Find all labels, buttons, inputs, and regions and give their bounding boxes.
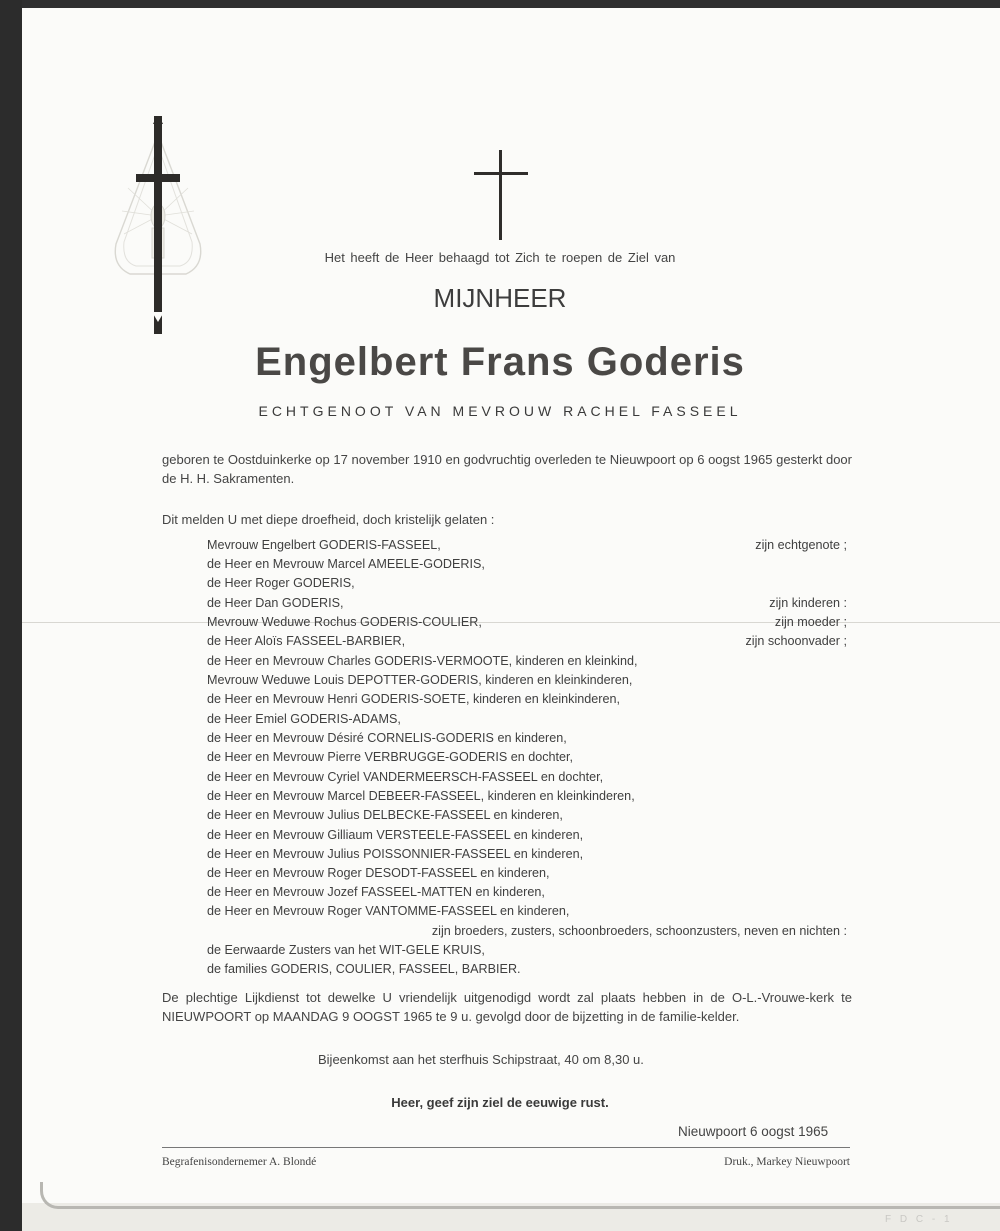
list-item — [0, 654, 1000, 672]
list-item — [0, 904, 1000, 922]
list-item — [0, 770, 1000, 788]
paper-edge — [40, 1182, 1000, 1209]
birth-death-text: geboren te Oostduinkerke op 17 november 1910 en godvruchtig overleden te Nieuwpoort op 6 oogst 1965 gesterkt door de H. H. Sakramenten. — [162, 452, 852, 486]
list-item — [0, 789, 1000, 807]
mourner-name: de Heer en Mevrouw Désiré CORNELIS-GODERIS en kinderen, — [207, 731, 567, 745]
list-item — [0, 943, 1000, 961]
mourner-name: de Heer en Mevrouw Julius POISSONNIER-FASSEEL en kinderen, — [207, 847, 584, 861]
mourner-name: de Heer en Mevrouw Cyriel VANDERMEERSCH-FASSEEL en dochter, — [207, 770, 604, 784]
relatives-summary: zijn broeders, zusters, schoonbroeders, schoonzusters, neven en nichten : — [431, 924, 847, 938]
list-item — [0, 828, 1000, 846]
mourner-name: de Heer en Mevrouw Roger VANTOMME-FASSEEL en kinderen, — [207, 904, 570, 918]
list-item — [0, 885, 1000, 903]
mourner-name: Mevrouw Engelbert GODERIS-FASSEEL, — [207, 538, 441, 552]
archive-stamp: F D C - 1 — [885, 1214, 953, 1225]
mourner-name: de Heer en Mevrouw Jozef FASSEEL-MATTEN en kinderen, — [207, 885, 545, 899]
spouse-line: ECHTGENOOT VAN MEVROUW RACHEL FASSEEL — [258, 403, 742, 419]
list-item — [0, 615, 1000, 633]
closing-prayer: Heer, geef zijn ziel de eeuwige rust. — [391, 1095, 609, 1110]
divider — [162, 1147, 850, 1148]
deceased-name: Engelbert Frans Goderis — [255, 340, 745, 384]
mourner-name: de Heer en Mevrouw Julius DELBECKE-FASSEEL en kinderen, — [207, 808, 563, 822]
mourner-role: zijn kinderen : — [769, 596, 847, 610]
relatives-summary-row — [0, 924, 1000, 942]
gathering-text: Bijeenkomst aan het sterfhuis Schipstraat, 40 om 8,30 u. — [318, 1052, 644, 1067]
list-item — [0, 538, 1000, 556]
mourner-name: de Heer en Mevrouw Gilliaum VERSTEELE-FASSEEL en kinderen, — [207, 828, 584, 842]
mourner-name: de Heer Emiel GODERIS-ADAMS, — [207, 712, 401, 726]
list-item — [0, 673, 1000, 691]
intro-text: Het heeft de Heer behaagd tot Zich te roepen de Ziel van — [324, 250, 676, 265]
mourner-name: Mevrouw Weduwe Louis DEPOTTER-GODERIS, kinderen en kleinkinderen, — [207, 673, 633, 687]
mourner-name: de Heer en Mevrouw Pierre VERBRUGGE-GODERIS en dochter, — [207, 750, 574, 764]
list-item — [0, 962, 1000, 980]
list-item — [0, 750, 1000, 768]
announcement-text: Dit melden U met diepe droefheid, doch kristelijk gelaten : — [162, 512, 495, 527]
mourner-name: de Heer Roger GODERIS, — [207, 576, 355, 590]
mourner-name: de Heer en Mevrouw Charles GODERIS-VERMOOTE, kinderen en kleinkind, — [207, 654, 638, 668]
mourner-name: de Heer en Mevrouw Marcel AMEELE-GODERIS, — [207, 557, 485, 571]
mourner-role: zijn schoonvader ; — [745, 634, 847, 648]
list-item — [0, 712, 1000, 730]
list-item — [0, 808, 1000, 826]
list-item — [0, 866, 1000, 884]
mourner-name: de Heer en Mevrouw Henri GODERIS-SOETE, kinderen en kleinkinderen, — [207, 692, 620, 706]
list-item — [0, 847, 1000, 865]
cross-icon — [474, 150, 528, 240]
mourner-role: zijn moeder ; — [774, 615, 847, 629]
extra-mourner: de Eerwaarde Zusters van het WIT-GELE KRUIS, — [207, 943, 485, 957]
extra-mourner: de families GODERIS, COULIER, FASSEEL, BARBIER. — [207, 962, 521, 976]
list-item — [0, 634, 1000, 652]
list-item — [0, 731, 1000, 749]
honorific-title: MIJNHEER — [433, 283, 567, 313]
mourner-role: zijn echtgenote ; — [755, 538, 847, 552]
undertaker-credit: Begrafenisondernemer A. Blondé — [162, 1156, 317, 1168]
mourner-name: Mevrouw Weduwe Rochus GODERIS-COULIER, — [207, 615, 482, 629]
printer-credit: Druk., Markey Nieuwpoort — [724, 1156, 850, 1168]
mourner-name: de Heer Dan GODERIS, — [207, 596, 344, 610]
mourner-name: de Heer Aloïs FASSEEL-BARBIER, — [207, 634, 406, 648]
funeral-service-text: De plechtige Lijkdienst tot dewelke U vriendelijk uitgenodigd wordt zal plaats hebben in de O-L.-Vrouwe-kerk te NIEUWPOORT op MAANDAG 9 OOGST 1965 te 9 u. gevolgd door de bijzetting in de familie-kelder. — [162, 990, 852, 1024]
list-item — [0, 596, 1000, 614]
list-item — [0, 692, 1000, 710]
mourner-name: de Heer en Mevrouw Marcel DEBEER-FASSEEL, kinderen en kleinkinderen, — [207, 789, 635, 803]
list-item — [0, 576, 1000, 594]
place-date: Nieuwpoort 6 oogst 1965 — [678, 1124, 829, 1139]
top-border — [0, 0, 1000, 8]
list-item — [0, 557, 1000, 575]
mourner-name: de Heer en Mevrouw Roger DESODT-FASSEEL en kinderen, — [207, 866, 550, 880]
